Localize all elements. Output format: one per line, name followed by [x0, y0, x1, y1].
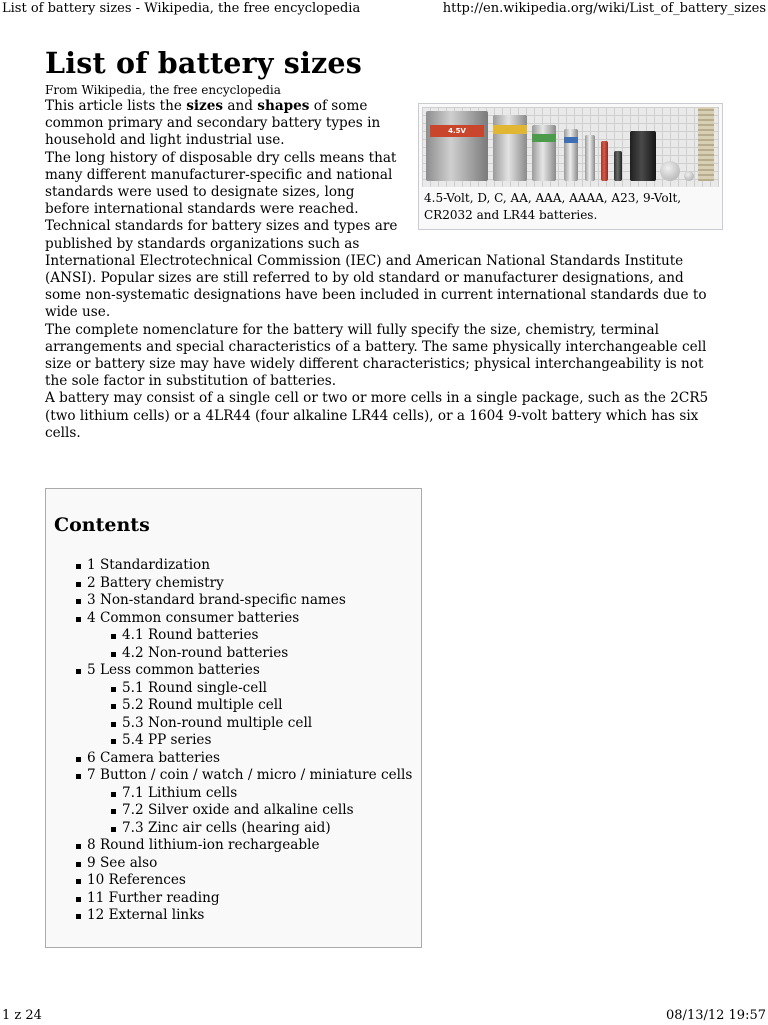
- intro-text-3: of some common primary and secondary battery types in household and light industrial use.: [45, 98, 381, 149]
- toc-item[interactable]: 4 Common consumer batteries: [46, 610, 412, 628]
- intro-bold-sizes: sizes: [186, 98, 224, 114]
- intro-text-1: This article lists the: [45, 98, 187, 114]
- battery-4-5v-image: [426, 111, 488, 181]
- battery-aaa-image: [585, 135, 595, 181]
- history-paragraph: The long history of disposable dry cells means that many different manufacturer-specific and national standards were used to designate sizes, long before international standards were reached. Technical standards for battery sizes and types are published by standards organizations such as International Electrotechnical Commission (IEC) and American National Standards Institute (ANSI). Popular sizes are still referred to by old standard or manufacturer designations, and some non-systematic designations have been included in current international standards due to wide use.: [45, 149, 707, 321]
- print-footer: [0, 1007, 768, 1025]
- table-of-contents: [45, 488, 422, 948]
- battery-cr2032-image: [660, 161, 680, 181]
- toc-item[interactable]: 7.3 Zinc air cells (hearing aid): [46, 820, 412, 838]
- toc-list: [46, 557, 412, 925]
- battery-4-5v-band: 4.5V: [430, 125, 484, 137]
- toc-item[interactable]: 7.1 Lithium cells: [46, 785, 412, 803]
- toc-item[interactable]: 3 Non-standard brand-specific names: [46, 592, 412, 610]
- intro-bold-shapes: shapes: [257, 98, 310, 114]
- toc-item[interactable]: 7 Button / coin / watch / micro / miniature cells: [46, 767, 412, 785]
- toc-item[interactable]: 5.1 Round single-cell: [46, 680, 412, 698]
- toc-item[interactable]: 5 Less common batteries: [46, 662, 412, 680]
- print-header-url: http://en.wikipedia.org/wiki/List_of_battery_sizes: [442, 1, 766, 16]
- page-title: List of battery sizes: [45, 46, 362, 80]
- ruler-image: [698, 107, 714, 181]
- toc-item[interactable]: 8 Round lithium-ion rechargeable: [46, 837, 412, 855]
- toc-item[interactable]: 5.4 PP series: [46, 732, 412, 750]
- toc-item[interactable]: 4.2 Non-round batteries: [46, 645, 412, 663]
- battery-9v-image: [630, 131, 656, 181]
- toc-item[interactable]: 1 Standardization: [46, 557, 412, 575]
- site-tagline: From Wikipedia, the free encyclopedia: [45, 83, 281, 97]
- cells-paragraph: A battery may consist of a single cell or two or more cells in a single package, such as the 2CR5 (two lithium cells) or a 4LR44 (four alkaline LR44 cells), or a 1604 9-volt battery which has six cells.: [45, 390, 709, 441]
- toc-item[interactable]: 5.2 Round multiple cell: [46, 697, 412, 715]
- toc-item[interactable]: 7.2 Silver oxide and alkaline cells: [46, 802, 412, 820]
- toc-item[interactable]: 11 Further reading: [46, 890, 412, 908]
- print-header-title: List of battery sizes - Wikipedia, the free encyclopedia: [2, 1, 361, 16]
- battery-a23-image: [614, 151, 622, 181]
- battery-aa-image: [564, 129, 578, 181]
- article-content: [45, 44, 723, 442]
- toc-item[interactable]: 10 References: [46, 872, 412, 890]
- toc-item[interactable]: 5.3 Non-round multiple cell: [46, 715, 412, 733]
- figure-caption: 4.5-Volt, D, C, AA, AAA, AAAA, A23, 9-Volt, CR2032 and LR44 batteries.: [424, 191, 682, 222]
- battery-lr44-image: [684, 171, 694, 181]
- toc-item[interactable]: 9 See also: [46, 855, 412, 873]
- nomenclature-paragraph: The complete nomenclature for the battery will fully specify the size, chemistry, terminal arrangements and special characteristics of a battery. The same physically interchangeable cell size or battery size may have widely different characteristics; physical interchangeability is not the sole factor in substitution of batteries.: [45, 321, 707, 390]
- batteries-photo[interactable]: [422, 107, 719, 187]
- page-counter: 1 z 24: [2, 1008, 42, 1023]
- print-header: [0, 0, 768, 18]
- battery-d-image: [493, 115, 527, 181]
- battery-aaaa-image: [601, 141, 608, 181]
- intro-text-2: and: [223, 98, 258, 114]
- toc-title: Contents: [54, 514, 150, 536]
- toc-item[interactable]: 2 Battery chemistry: [46, 575, 412, 593]
- battery-figure: [418, 103, 723, 230]
- toc-item[interactable]: 4.1 Round batteries: [46, 627, 412, 645]
- print-datetime: 08/13/12 19:57: [666, 1008, 766, 1023]
- toc-item[interactable]: 6 Camera batteries: [46, 750, 412, 768]
- battery-c-image: [532, 125, 556, 181]
- toc-item[interactable]: 12 External links: [46, 907, 412, 925]
